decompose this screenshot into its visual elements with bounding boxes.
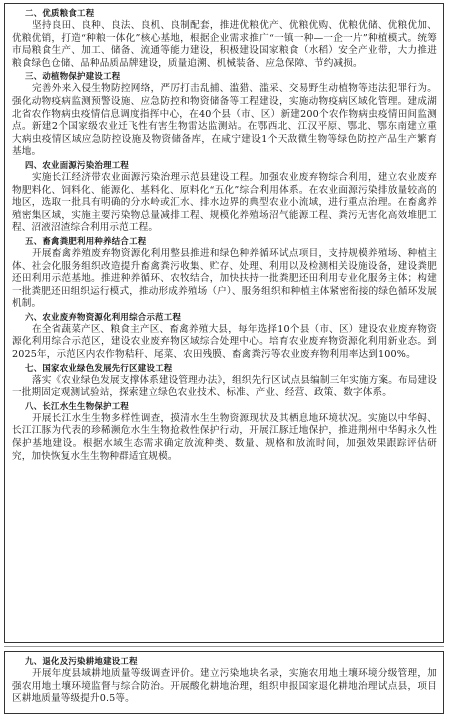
bottom-content-box (4, 651, 444, 714)
section-heading: 七、国家农业绿色发展先行区建设工程 (25, 362, 173, 373)
section-waste-recycling (12, 311, 437, 362)
section-body: 开展年度县域耕地质量等级调查评价。建立污染地块名录，实施农用地土壤环境分级管理，加强农用地土壤环境监督与综合防治。开展酸化耕地治理，组织申报国家退化耕地治理试点县，项目区耕地质量等级提升0.5等。 (12, 668, 437, 705)
section-body: 实施长江经济带农业面源污染治理示范县建设工程。加强农业废弃物综合利用，建立农业废弃物肥料化、饲料化、能源化、基料化、原料化“五化”综合利用体系。在农业面源污染排放量较高的地区，选取一批具有明确的分水岭或汇水、排水边界的典型农业小流域，进行重点治理。在畜禽养殖密集区域，实施主要污染物总量减排工程、规模化养殖场沼气能源工程、粪污无害化高效堆肥工程、沼液沼渣综合利用示范工程。 (12, 171, 437, 234)
section-body: 坚持良田、良种、良法、良机、良制配套，推进优粮优产、优粮优购、优粮优储、优粮优加、优粮优销，打造“种粮一体化”核心基地，根据企业需求推广“一镇一种—一企一片”种植模式。统筹市局粮食生产、加工、储备、流通等能力建设，积极建设国家粮食（水稻）安全产业带，大力推进粮食绿色仓储、品种品质品牌建设，质量追溯、机械装备、应急保障、节约减损。 (12, 20, 437, 69)
section-body: 在全省蔬菜产区、粮食主产区、畜禽养殖大县，每年选择10个县（市、区）建设农业废弃物资源化利用综合示范区，建设农业废弃物区域综合处理中心。培育农业废弃物资源化利用新业态。到2025年，示范区内农作物秸秆、尾菜、农田残膜、畜禽粪污等农业废弃物利用率达到100%。 (12, 323, 437, 361)
main-content-box (4, 3, 444, 643)
section-heading: 九、退化及污染耕地建设工程 (25, 656, 138, 666)
section-manure-utilization (12, 235, 437, 311)
section-body: 开展长江水生生物多样性调查，摸清水生生物资源现状及其栖息地环境状况。实施以中华鲟、长江江豚为代表的珍稀濒危水生生物抢救性保护行动，开展江豚迁地保护，推进荆州中华鲟永久性保护基地建设。根据水域生态需求确定放流种类、数量、规格和放流时间，加强效果跟踪评估研究，加快恢复水生生物种群适宜规模。 (12, 412, 437, 462)
section-heading: 六、农业废弃物资源化利用综合示范工程 (25, 311, 182, 322)
section-heading: 二、优质粮食工程 (25, 8, 95, 18)
section-heading: 四、农业面源污染治理工程 (25, 159, 130, 170)
section-heading: 三、动植物保护建设工程 (25, 71, 121, 82)
section-body: 开展畜禽养殖废弃物资源化利用整县推进和绿色种养循环试点项目，支持规模养殖场、种植主体、社会化服务组织改造提升畜禽粪污收集、贮存、处理、利用以及检测相关设施设备，建设粪肥还田利用示范基地。推进种养循环、农牧结合，加快扶持一批粪肥还田利用专业化服务主体；构建一批粪肥还田组织运行模式，推动形成养殖场（户）、服务组织和种植主体紧密衔接的绿色循环发展机制。 (12, 247, 437, 310)
section-yangtze-aquatic (12, 400, 437, 463)
section-heading: 五、畜禽粪肥利用种养结合工程 (25, 235, 147, 246)
section-plant-animal-protection (12, 70, 437, 159)
section-body: 完善外来入侵生物防控网络，严厉打击乱捕、滥猎、滥采、交易野生动植物等违法犯罪行为。强化动物疫病监测预警设施、应急防控和物资储备等工程建设，实施动物疫病区域化管理。建成湖北省农作物病虫疫情信息调度指挥中心，在40个县（市、区）新建200个农作物病虫疫情田间监测点。新建2个国家级农业迁飞性有害生物雷达监测站。在鄂西北、江汉平原、鄂北、鄂东南建立重大病虫疫情区域应急防控设施及物资储备库，在咸宁建设1个天敌微生物等绿色防控产品生产繁育基地。 (12, 83, 437, 158)
section-nonpoint-pollution (12, 159, 437, 235)
section-grain (12, 7, 437, 70)
section-heading: 八、长江水生生物保护工程 (25, 400, 130, 411)
divider (4, 646, 444, 647)
section-green-pilot-zone (12, 362, 437, 400)
section-body: 落实《农业绿色发展支撑体系建设管理办法》，组织先行区试点县编制三年实施方案。布局建设一批期固定观测试验站，探索建立绿色农业技术、标准、产业、经营、政策、数字体系。 (12, 374, 437, 399)
section-degraded-farmland (12, 655, 437, 706)
